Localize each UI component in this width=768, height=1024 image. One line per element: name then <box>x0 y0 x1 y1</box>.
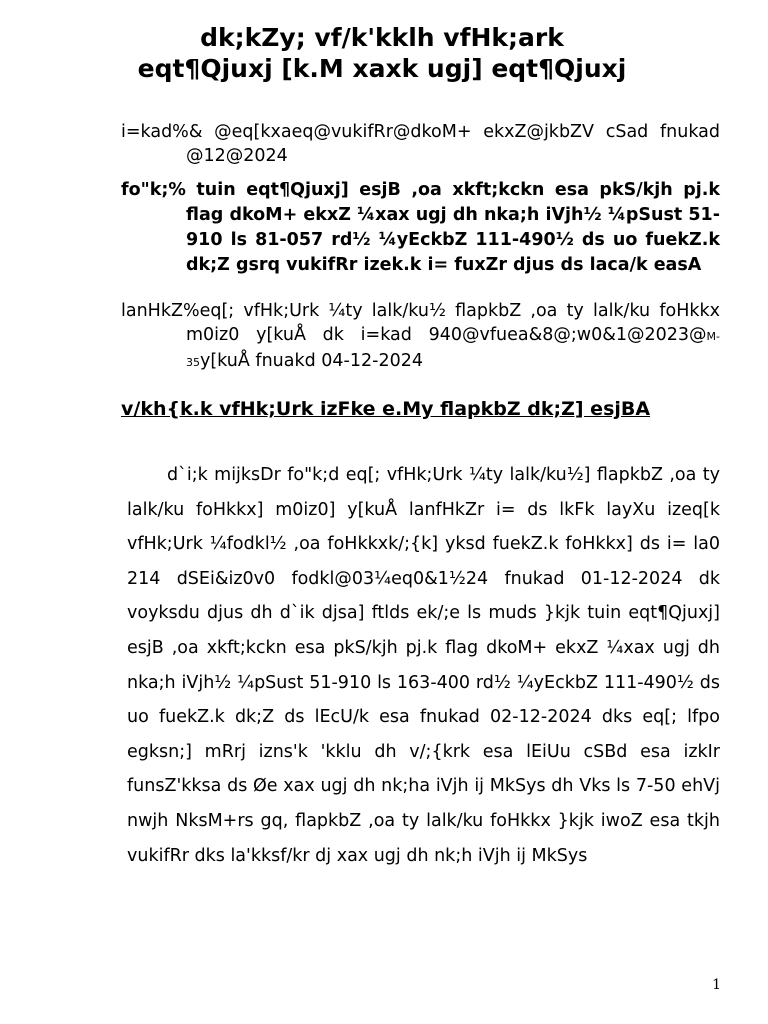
title-line-1: dk;kZy; vf/k'kklh vfHk;ark <box>200 23 564 52</box>
reference-paragraph <box>121 299 720 375</box>
body-paragraph: d`i;k mijksDr fo"k;d eq[; vfHk;Urk ¼ty lalk/ku½] flapkbZ ,oa ty lalk/ku foHkkx] m0iz0] y[kuÅ lanfHkZr i= ds lkFk layXu izeq[k vfHk;Urk ¼fodkl½ ,oa foHkkxk/;{k] yksd fuekZ.k foHkkx] ds i= la0 214 dSEi&iz0v0 fodkl@03¼eq0&1½24 fnukad 01-12-2024 dk voyksdu djus dh d`ik djsa] ftlds ek/;e ls muds }kjk tuin eqt¶Qjuxj] esjB ,oa xkft;kckn esa pkS/kjh pj.k flag dkoM+ ekxZ ¼xax ugj dh nka;h iVjh½ ¼pSust 51-910 ls 163-400 rd½ ¼yEckbZ 111-490½ ds uo fuekZ.k dk;Z ds lEcU/k esa fnukad 02-12-2024 dks eq[; lfpo egksn;] mRrj izns'k 'kklu dh v/;{krk esa lEiUu cSBd esa izkIr funsZ'kksa ds Øe xax ugj dh nk;ha iVjh ij MkSys dh Vks ls 7-50 ehVj nwjh NksM+rs gq, flapkbZ ,oa ty lalk/ku foHkkx }kjk iwoZ esa tkjh vukifRr dks la'kksf/kr dj xax ugj dh nk;h iVjh ij MkSys <box>127 465 720 866</box>
reference-main: lanHkZ%eq[; vfHk;Urk ¼ty lalk/ku½ flapkbZ ,oa ty lalk/ku foHkkx m0iz0 y[kuÅ dk i=kad 940@vfuea&8@;w0&1@2023@ <box>121 301 720 345</box>
document-title <box>100 22 664 84</box>
reference-tail: y[kuÅ fnuakd 04-12-2024 <box>200 351 423 371</box>
addressee-heading: v/kh{k.k vfHk;Urk izFke e.My flapkbZ dk;Z] esjBA <box>121 398 651 420</box>
subject-paragraph: fo"k;% tuin eqt¶Qjuxj] esjB ,oa xkft;kckn esa pkS/kjh pj.k flag dkoM+ ekxZ ¼xax ugj dh nka;h iVjh½ ¼pSust 51-910 ls 81-057 rd½ ¼yEckbZ 111-490½ ds uo fuekZ.k dk;Z gsrq vukifRr izek.k i= fuxZr djus ds laca/k easA <box>121 180 720 275</box>
letter-reference-number: i=kad%& @eq[kxaeq@vukifRr@dkoM+ ekxZ@jkbZV cSad fnukad @12@2024 <box>121 122 720 166</box>
page-number: 1 <box>712 977 721 993</box>
reference-small-code: M-35 <box>186 330 720 369</box>
title-line-2: eqt¶Qjuxj [k.M xaxk ugj] eqt¶Qjuxj <box>137 54 627 83</box>
